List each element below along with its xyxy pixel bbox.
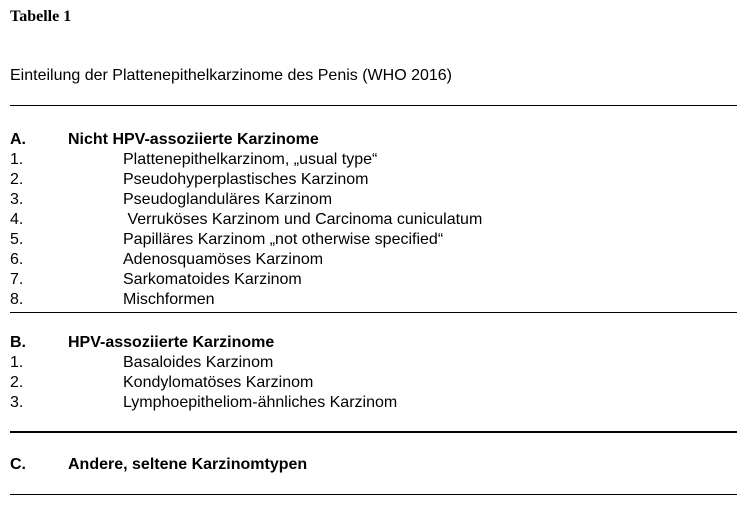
divider <box>10 312 737 313</box>
list-item-number: 8. <box>10 291 24 308</box>
section-label: B. <box>10 334 26 351</box>
list-item-text: Lymphoepitheliom-ähnliches Karzinom <box>123 394 398 411</box>
section-label: A. <box>10 131 26 148</box>
list-item-number: 5. <box>10 231 24 248</box>
list-item-number: 6. <box>10 251 24 268</box>
section-heading: Andere, seltene Karzinomtypen <box>68 456 308 473</box>
list-item-number: 3. <box>10 191 24 208</box>
list-item-number: 3. <box>10 394 24 411</box>
list-item-text: Adenosquamöses Karzinom <box>123 251 324 268</box>
list-item-text: Plattenepithelkarzinom, „usual type“ <box>123 151 378 168</box>
list-item-number: 4. <box>10 211 24 228</box>
section-heading: Nicht HPV-assoziierte Karzinome <box>68 131 319 148</box>
divider <box>10 494 737 495</box>
section-heading: HPV-assoziierte Karzinome <box>68 334 275 351</box>
list-item-text: Mischformen <box>123 291 215 308</box>
table-subtitle: Einteilung der Plattenepithelkarzinome des Penis (WHO 2016) <box>10 67 453 84</box>
list-item-text: Pseudohyperplastisches Karzinom <box>123 171 369 188</box>
list-item-text: Pseudoglanduläres Karzinom <box>123 191 333 208</box>
divider <box>10 431 737 433</box>
list-item-number: 2. <box>10 374 24 391</box>
list-item-text: Papilläres Karzinom „not otherwise specified“ <box>123 231 444 248</box>
list-item-number: 2. <box>10 171 24 188</box>
table-title: Tabelle 1 <box>10 8 72 25</box>
list-item-number: 1. <box>10 151 24 168</box>
list-item-text: Verruköses Karzinom und Carcinoma cuniculatum <box>123 211 483 228</box>
list-item-text: Basaloides Karzinom <box>123 354 274 371</box>
list-item-text: Sarkomatoides Karzinom <box>123 271 302 288</box>
list-item-number: 7. <box>10 271 24 288</box>
section-label: C. <box>10 456 26 473</box>
divider <box>10 105 737 106</box>
list-item-number: 1. <box>10 354 24 371</box>
list-item-text: Kondylomatöses Karzinom <box>123 374 314 391</box>
